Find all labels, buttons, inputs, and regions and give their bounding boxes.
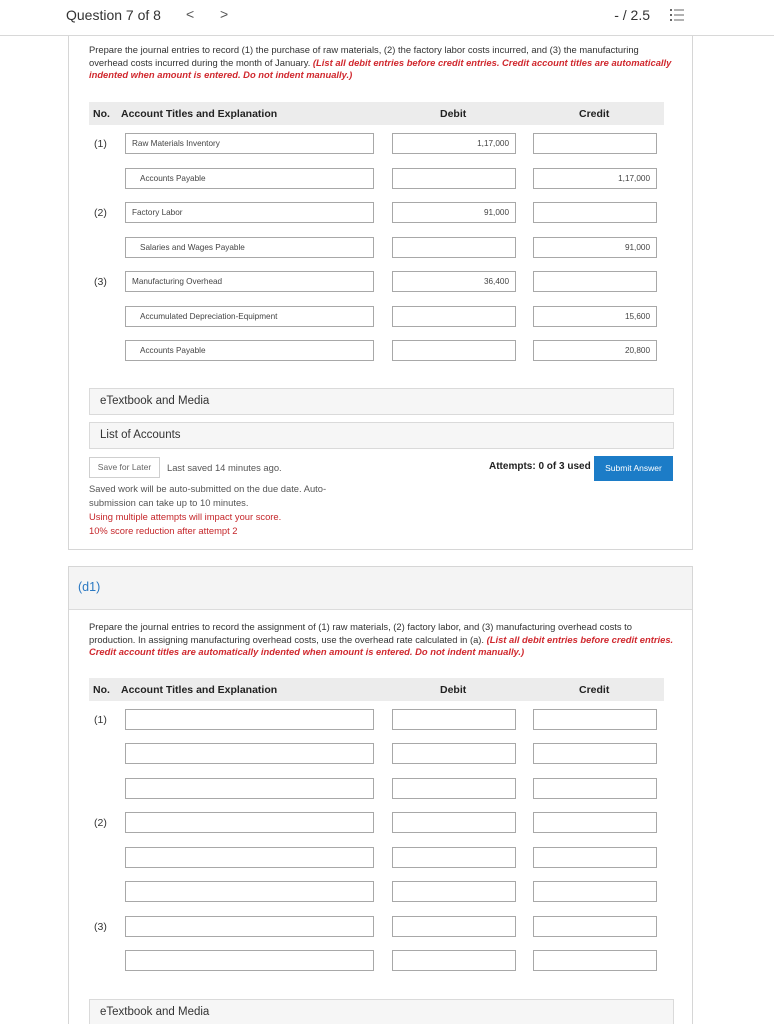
account-title-input[interactable] (125, 743, 374, 764)
entry-number: (1) (94, 714, 107, 726)
list-of-accounts-link[interactable]: List of Accounts (89, 422, 674, 449)
next-question-icon[interactable]: > (220, 6, 229, 22)
account-title-input[interactable]: Salaries and Wages Payable (125, 237, 374, 258)
debit-input[interactable] (392, 881, 516, 902)
col-credit: Credit (579, 684, 610, 696)
account-title-input[interactable] (125, 916, 374, 937)
credit-input[interactable] (533, 916, 657, 937)
credit-input[interactable] (533, 881, 657, 902)
credit-input[interactable]: 91,000 (533, 237, 657, 258)
etextbook-media-link[interactable]: eTextbook and Media (89, 388, 674, 415)
entry-number: (1) (94, 138, 107, 150)
account-title-input[interactable]: Accounts Payable (125, 168, 374, 189)
instructions-1-note: (List all debit entries before credit entries. Credit account titles are automatically indented when amount is entered. Do not indent manually.) (89, 56, 672, 80)
debit-input[interactable]: 1,17,000 (392, 133, 516, 154)
account-title-input[interactable] (125, 881, 374, 902)
instructions-2 (89, 621, 674, 659)
account-title-input[interactable] (125, 709, 374, 730)
account-title-input[interactable]: Raw Materials Inventory (125, 133, 374, 154)
prev-question-icon[interactable]: < (186, 6, 195, 22)
table-header-1 (89, 102, 664, 125)
entry-number: (2) (94, 207, 107, 219)
col-no: No. (93, 108, 110, 120)
table-header-2 (89, 678, 664, 701)
debit-input[interactable] (392, 709, 516, 730)
journal-entry-panel-2 (68, 566, 693, 1024)
debit-input[interactable] (392, 168, 516, 189)
attempts-counter: Attempts: 0 of 3 used (489, 461, 591, 472)
attempts-warning: Using multiple attempts will impact your score. (89, 511, 282, 522)
debit-input[interactable] (392, 743, 516, 764)
instructions-1 (89, 44, 674, 82)
account-title-input[interactable] (125, 847, 374, 868)
credit-input[interactable] (533, 812, 657, 833)
credit-input[interactable] (533, 202, 657, 223)
part-label: (d1) (78, 580, 101, 594)
credit-input[interactable] (533, 743, 657, 764)
account-title-input[interactable]: Manufacturing Overhead (125, 271, 374, 292)
last-saved-text: Last saved 14 minutes ago. (167, 462, 282, 473)
entry-number: (3) (94, 276, 107, 288)
credit-input[interactable] (533, 950, 657, 971)
credit-input[interactable] (533, 778, 657, 799)
col-credit: Credit (579, 108, 610, 120)
instructions-2-text: Prepare the journal entries to record the assignment of (1) raw materials, (2) factory labor, and (3) manufacturing overhead costs to production. In assigning manufacturing overhead costs, use the overhead rate calculated in (a). (89, 621, 632, 645)
debit-input[interactable] (392, 847, 516, 868)
account-title-input[interactable]: Accumulated Depreciation-Equipment (125, 306, 374, 327)
account-title-input[interactable]: Accounts Payable (125, 340, 374, 361)
credit-input[interactable]: 20,800 (533, 340, 657, 361)
instructions-2-note: (List all debit entries before credit entries. Credit account titles are automatically indented when amount is entered. Do not indent manually.) (89, 633, 674, 657)
debit-input[interactable]: 36,400 (392, 271, 516, 292)
question-list-icon[interactable] (670, 8, 684, 22)
account-title-input[interactable] (125, 812, 374, 833)
col-debit: Debit (440, 684, 467, 696)
score-display: - / 2.5 (614, 7, 650, 23)
autosubmit-note-2: submission can take up to 10 minutes. (89, 497, 249, 508)
credit-input[interactable] (533, 847, 657, 868)
autosubmit-note-1: Saved work will be auto-submitted on the due date. Auto- (89, 483, 327, 494)
question-label: Question 7 of 8 (66, 7, 161, 23)
top-bar (0, 0, 774, 36)
col-no: No. (93, 684, 110, 696)
score-reduction-note: 10% score reduction after attempt 2 (89, 525, 238, 536)
account-title-input[interactable]: Factory Labor (125, 202, 374, 223)
submit-answer-button[interactable]: Submit Answer (594, 456, 673, 481)
debit-input[interactable] (392, 306, 516, 327)
journal-entry-panel-1 (68, 36, 693, 550)
save-for-later-button[interactable]: Save for Later (89, 457, 160, 478)
debit-input[interactable] (392, 812, 516, 833)
debit-input[interactable] (392, 237, 516, 258)
part-header (69, 567, 692, 610)
credit-input[interactable] (533, 709, 657, 730)
debit-input[interactable] (392, 340, 516, 361)
col-account: Account Titles and Explanation (121, 684, 278, 696)
debit-input[interactable] (392, 950, 516, 971)
instructions-1-text: Prepare the journal entries to record (1) the purchase of raw materials, (2) the factory labor costs incurred, and (3) the manufacturing overhead costs incurred during the month of January. (89, 44, 639, 68)
credit-input[interactable]: 1,17,000 (533, 168, 657, 189)
debit-input[interactable] (392, 778, 516, 799)
account-title-input[interactable] (125, 778, 374, 799)
etextbook-media-link[interactable]: eTextbook and Media (89, 999, 674, 1024)
entry-number: (2) (94, 817, 107, 829)
credit-input[interactable]: 15,600 (533, 306, 657, 327)
account-title-input[interactable] (125, 950, 374, 971)
debit-input[interactable]: 91,000 (392, 202, 516, 223)
credit-input[interactable] (533, 271, 657, 292)
credit-input[interactable] (533, 133, 657, 154)
col-account: Account Titles and Explanation (121, 108, 278, 120)
col-debit: Debit (440, 108, 467, 120)
entry-number: (3) (94, 921, 107, 933)
debit-input[interactable] (392, 916, 516, 937)
